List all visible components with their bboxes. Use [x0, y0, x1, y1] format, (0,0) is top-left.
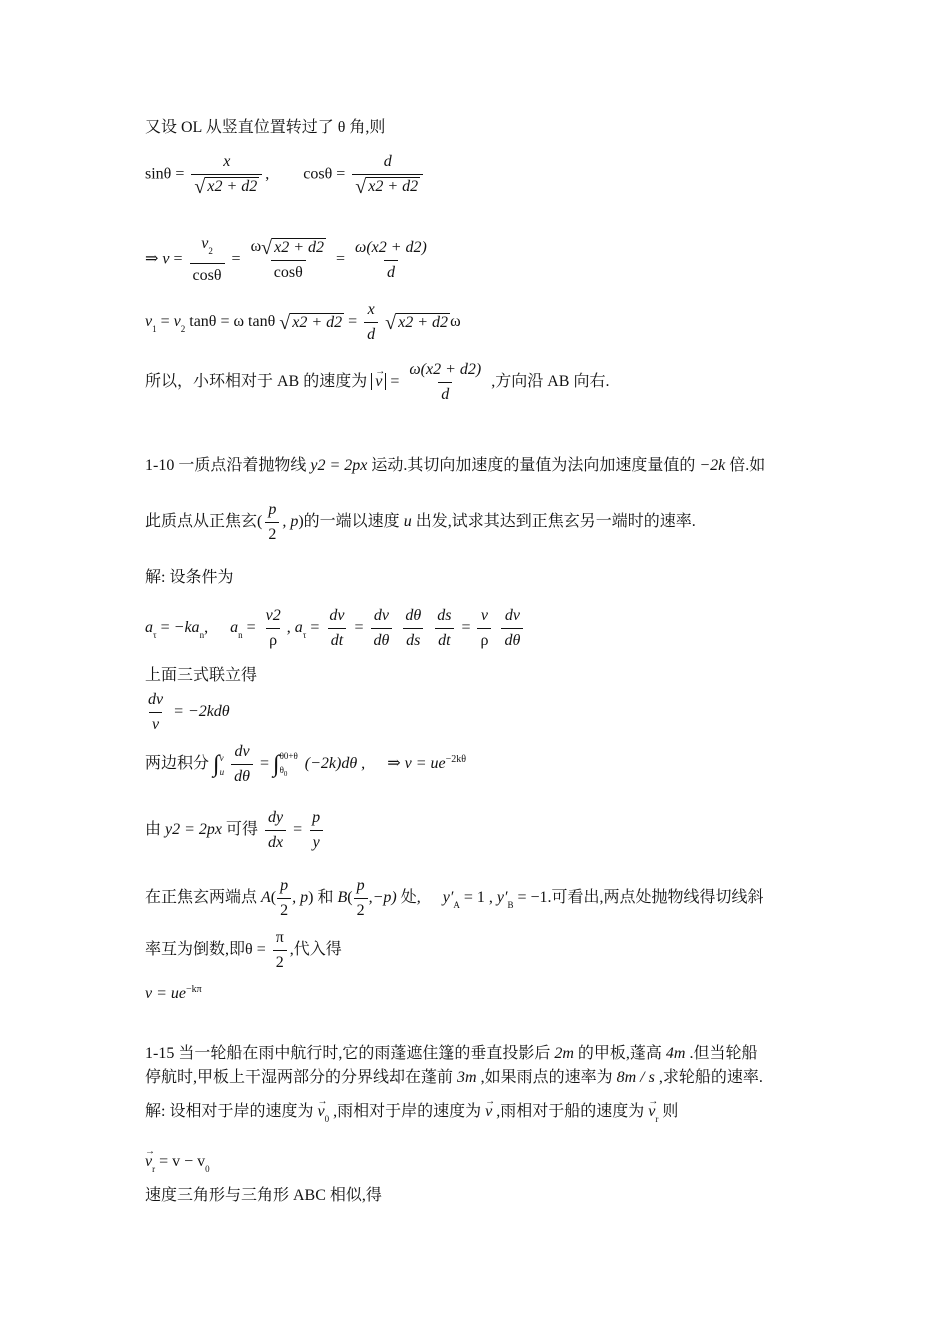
- problem-1-15-line1: 1-15 当一轮船在雨中航行时,它的雨蓬遮住篷的垂直投影后 2m 的甲板,蓬高 4m .但当轮船: [145, 1045, 758, 1062]
- triangle-line: 速度三角形与三角形 ABC 相似,得: [145, 1187, 382, 1204]
- solution-2-line: 解: 设相对于岸的速度为 → $v_0$ ,雨相对于岸的速度为 → v ,雨相对于船的速度为 → $v_r$ 则: [145, 1102, 678, 1129]
- solution-header: 解: 设条件为: [145, 569, 234, 586]
- sin-cos-equation: sinθ = x √ x2 + d2 , cosθ = d √ x2 + d2: [145, 152, 426, 197]
- acceleration-equations: $a_\tau = -ka_n$, $a_n$ = $\frac{v2}{\rho}$ , $a_\tau$ = $\frac{dv}{dt}$ = $\frac{dv}{d\theta}$ $\frac{d\theta}{ds}$ $\frac{ds}{dt}$ = $\frac{v}{\rho}$ $\frac{dv}{d\theta}$: [145, 606, 526, 651]
- velocity-equation: ⇒ v = $\frac{v_2}{\cos\theta}$ = ω √ x2 + d2 cosθ = $\frac{\omega(x2 + d2)}{d}$: [145, 235, 427, 284]
- v1-equation: $v_1 = v_2$ tanθ = ω tanθ √ x2 + d2 = $\frac{x}{d}$ √ x2 + d2 ω: [145, 301, 461, 343]
- sin-fraction: x √ x2 + d2: [191, 152, 262, 197]
- derivative-line: 由 y2 = 2px 可得 $\frac{dy}{dx}$ = $\frac{p}{y}$: [145, 808, 326, 853]
- relative-velocity: → $v_r = v - v_0$: [145, 1152, 210, 1179]
- integration-line: 两边积分 ∫ v u $\frac{dv}{d\theta}$ = ∫ θ0+θ $\theta_0$ (−2k)dθ , ⇒ $v = ue^{-2k\theta}$: [145, 743, 467, 785]
- dv-over-v-equation: $\frac{dv}{v}$ = −2kdθ: [148, 691, 230, 733]
- cos-fraction: d √ x2 + d2: [352, 152, 423, 197]
- combine-line: 上面三式联立得: [145, 667, 258, 684]
- reciprocal-line: 率互为倒数,即θ = $\frac{\pi}{2}$ ,代入得: [145, 929, 342, 971]
- final-velocity: $v = ue^{-k\pi}$: [145, 984, 202, 1002]
- result-line: 所以，小环相对于 AB 的速度为 → v = $\frac{\omega(x2 + d2)}{d}$ ,方向沿 AB 向右.: [145, 360, 609, 405]
- problem-1-15-line2: 停航时,甲板上干湿两部分的分界线却在蓬前 3m ,如果雨点的速率为 8m / s ,求轮船的速率.: [145, 1069, 763, 1086]
- problem-1-10-line2: 此质点从正焦玄( $\frac{p}{2}$ , p)的一端以速度 u 出发,试求其达到正焦玄另一端时的速率.: [145, 501, 696, 543]
- intro-line: 又设 OL 从竖直位置转过了 θ 角,则: [145, 119, 386, 136]
- endpoints-line: 在正焦玄两端点 A( $\frac{p}{2}$ , p) 和 B( $\frac{p}{2}$ ,−p) 处, $y'_A = 1$ , $y'_B = -1$.可看出,两点处抛物线得切线斜: [145, 877, 764, 919]
- problem-1-10-line1: 1-10 一质点沿着抛物线 y2 = 2px 运动.其切向加速度的量值为法向加速度量值的 −2k 倍.如: [145, 457, 766, 474]
